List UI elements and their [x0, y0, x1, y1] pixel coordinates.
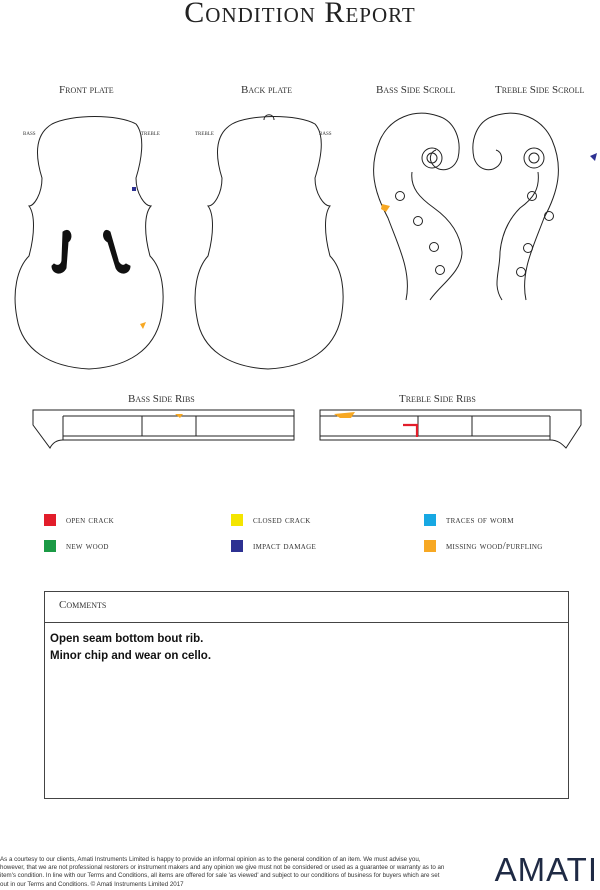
- treble-ribs-label: Treble Side Ribs: [399, 393, 476, 405]
- back-plate-outline: [195, 117, 343, 370]
- disclaimer-text: As a courtesy to our clients, Amati Instruments Limited is happy to provide an informal opinion as to the general condition of an item. We must advise you, however, that we are not professional restorers or instrument makers and any opinion we give must not be considered or used as a guarantee or warranty as to an item's condition. In line with our Terms and Conditions, all items are offered for sale 'as viewed' and subject to our conditions of business for buyers which are set out in our Terms and Conditions. © Amati Instruments Limited 2017: [0, 856, 445, 888]
- legend-item-missing-wood: [424, 540, 543, 552]
- legend-item-open-crack: [44, 514, 114, 526]
- bass-peg-hole-2: [414, 217, 423, 226]
- legend-swatch-closed-crack: [231, 514, 243, 526]
- treble-peg-hole-2: [545, 212, 554, 221]
- legend-item-traces-of-worm: [424, 514, 514, 526]
- legend-swatch-impact-damage: [231, 540, 243, 552]
- treble-scroll-outline: [473, 113, 559, 300]
- f-hole-right: [104, 230, 130, 273]
- page-title: Condition Report: [184, 0, 416, 29]
- treble-scroll-eye-1: [524, 148, 544, 168]
- front-plate-label: Front plate: [59, 84, 114, 96]
- front-bass-side-label: bass: [23, 129, 36, 137]
- legend-label-open-crack: open crack: [66, 514, 115, 526]
- missing-wood-mark-bass-scroll: [381, 204, 390, 212]
- impact-damage-mark-treble-scroll: [590, 153, 597, 161]
- bass-peg-hole-4: [436, 266, 445, 275]
- bass-scroll-eye-1: [422, 148, 442, 168]
- bass-ribs-label: Bass Side Ribs: [128, 393, 195, 405]
- comments-body: [45, 623, 568, 665]
- back-plate-label: Back plate: [241, 84, 292, 96]
- missing-wood-mark-front: [140, 322, 146, 329]
- legend-item-new-wood: [44, 540, 109, 552]
- legend-label-closed-crack: closed crack: [253, 514, 311, 526]
- front-plate-outline: [15, 117, 163, 370]
- impact-damage-mark-front: [132, 187, 136, 191]
- treble-scroll-label: Treble Side Scroll: [495, 84, 585, 96]
- legend-swatch-open-crack: [44, 514, 56, 526]
- f-hole-left: [52, 230, 71, 273]
- legend-label-missing-wood: missing wood/purfling: [446, 540, 543, 552]
- comment-line: Minor chip and wear on cello.: [50, 650, 212, 662]
- back-button: [264, 115, 274, 120]
- treble-peg-hole-1: [528, 192, 537, 201]
- legend-item-closed-crack: [231, 514, 311, 526]
- missing-wood-mark-treble-ribs: [334, 412, 355, 418]
- treble-peg-hole-4: [517, 268, 526, 277]
- legend-label-new-wood: new wood: [66, 540, 109, 552]
- legend-swatch-missing-wood: [424, 540, 436, 552]
- legend-label-traces-of-worm: traces of worm: [446, 514, 514, 526]
- legend-swatch-traces-of-worm: [424, 514, 436, 526]
- open-crack-mark-treble-ribs: [403, 425, 417, 437]
- comments-box: [44, 591, 569, 799]
- bass-scroll-eye-2: [427, 153, 437, 163]
- front-treble-side-label: treble: [141, 129, 160, 137]
- treble-peg-hole-3: [524, 244, 533, 253]
- comment-line: Open seam bottom bout rib.: [50, 633, 204, 645]
- bass-peg-hole-3: [430, 243, 439, 252]
- legend-swatch-new-wood: [44, 540, 56, 552]
- legend-item-impact-damage: [231, 540, 316, 552]
- bass-scroll-label: Bass Side Scroll: [376, 84, 456, 96]
- treble-scroll-eye-2: [529, 153, 539, 163]
- legend-label-impact-damage: impact damage: [253, 540, 317, 552]
- back-bass-side-label: bass: [319, 129, 332, 137]
- back-treble-side-label: treble: [195, 129, 214, 137]
- comments-heading: Comments: [45, 592, 568, 623]
- bass-peg-hole-1: [396, 192, 405, 201]
- brand-logo: AMATI: [494, 851, 598, 888]
